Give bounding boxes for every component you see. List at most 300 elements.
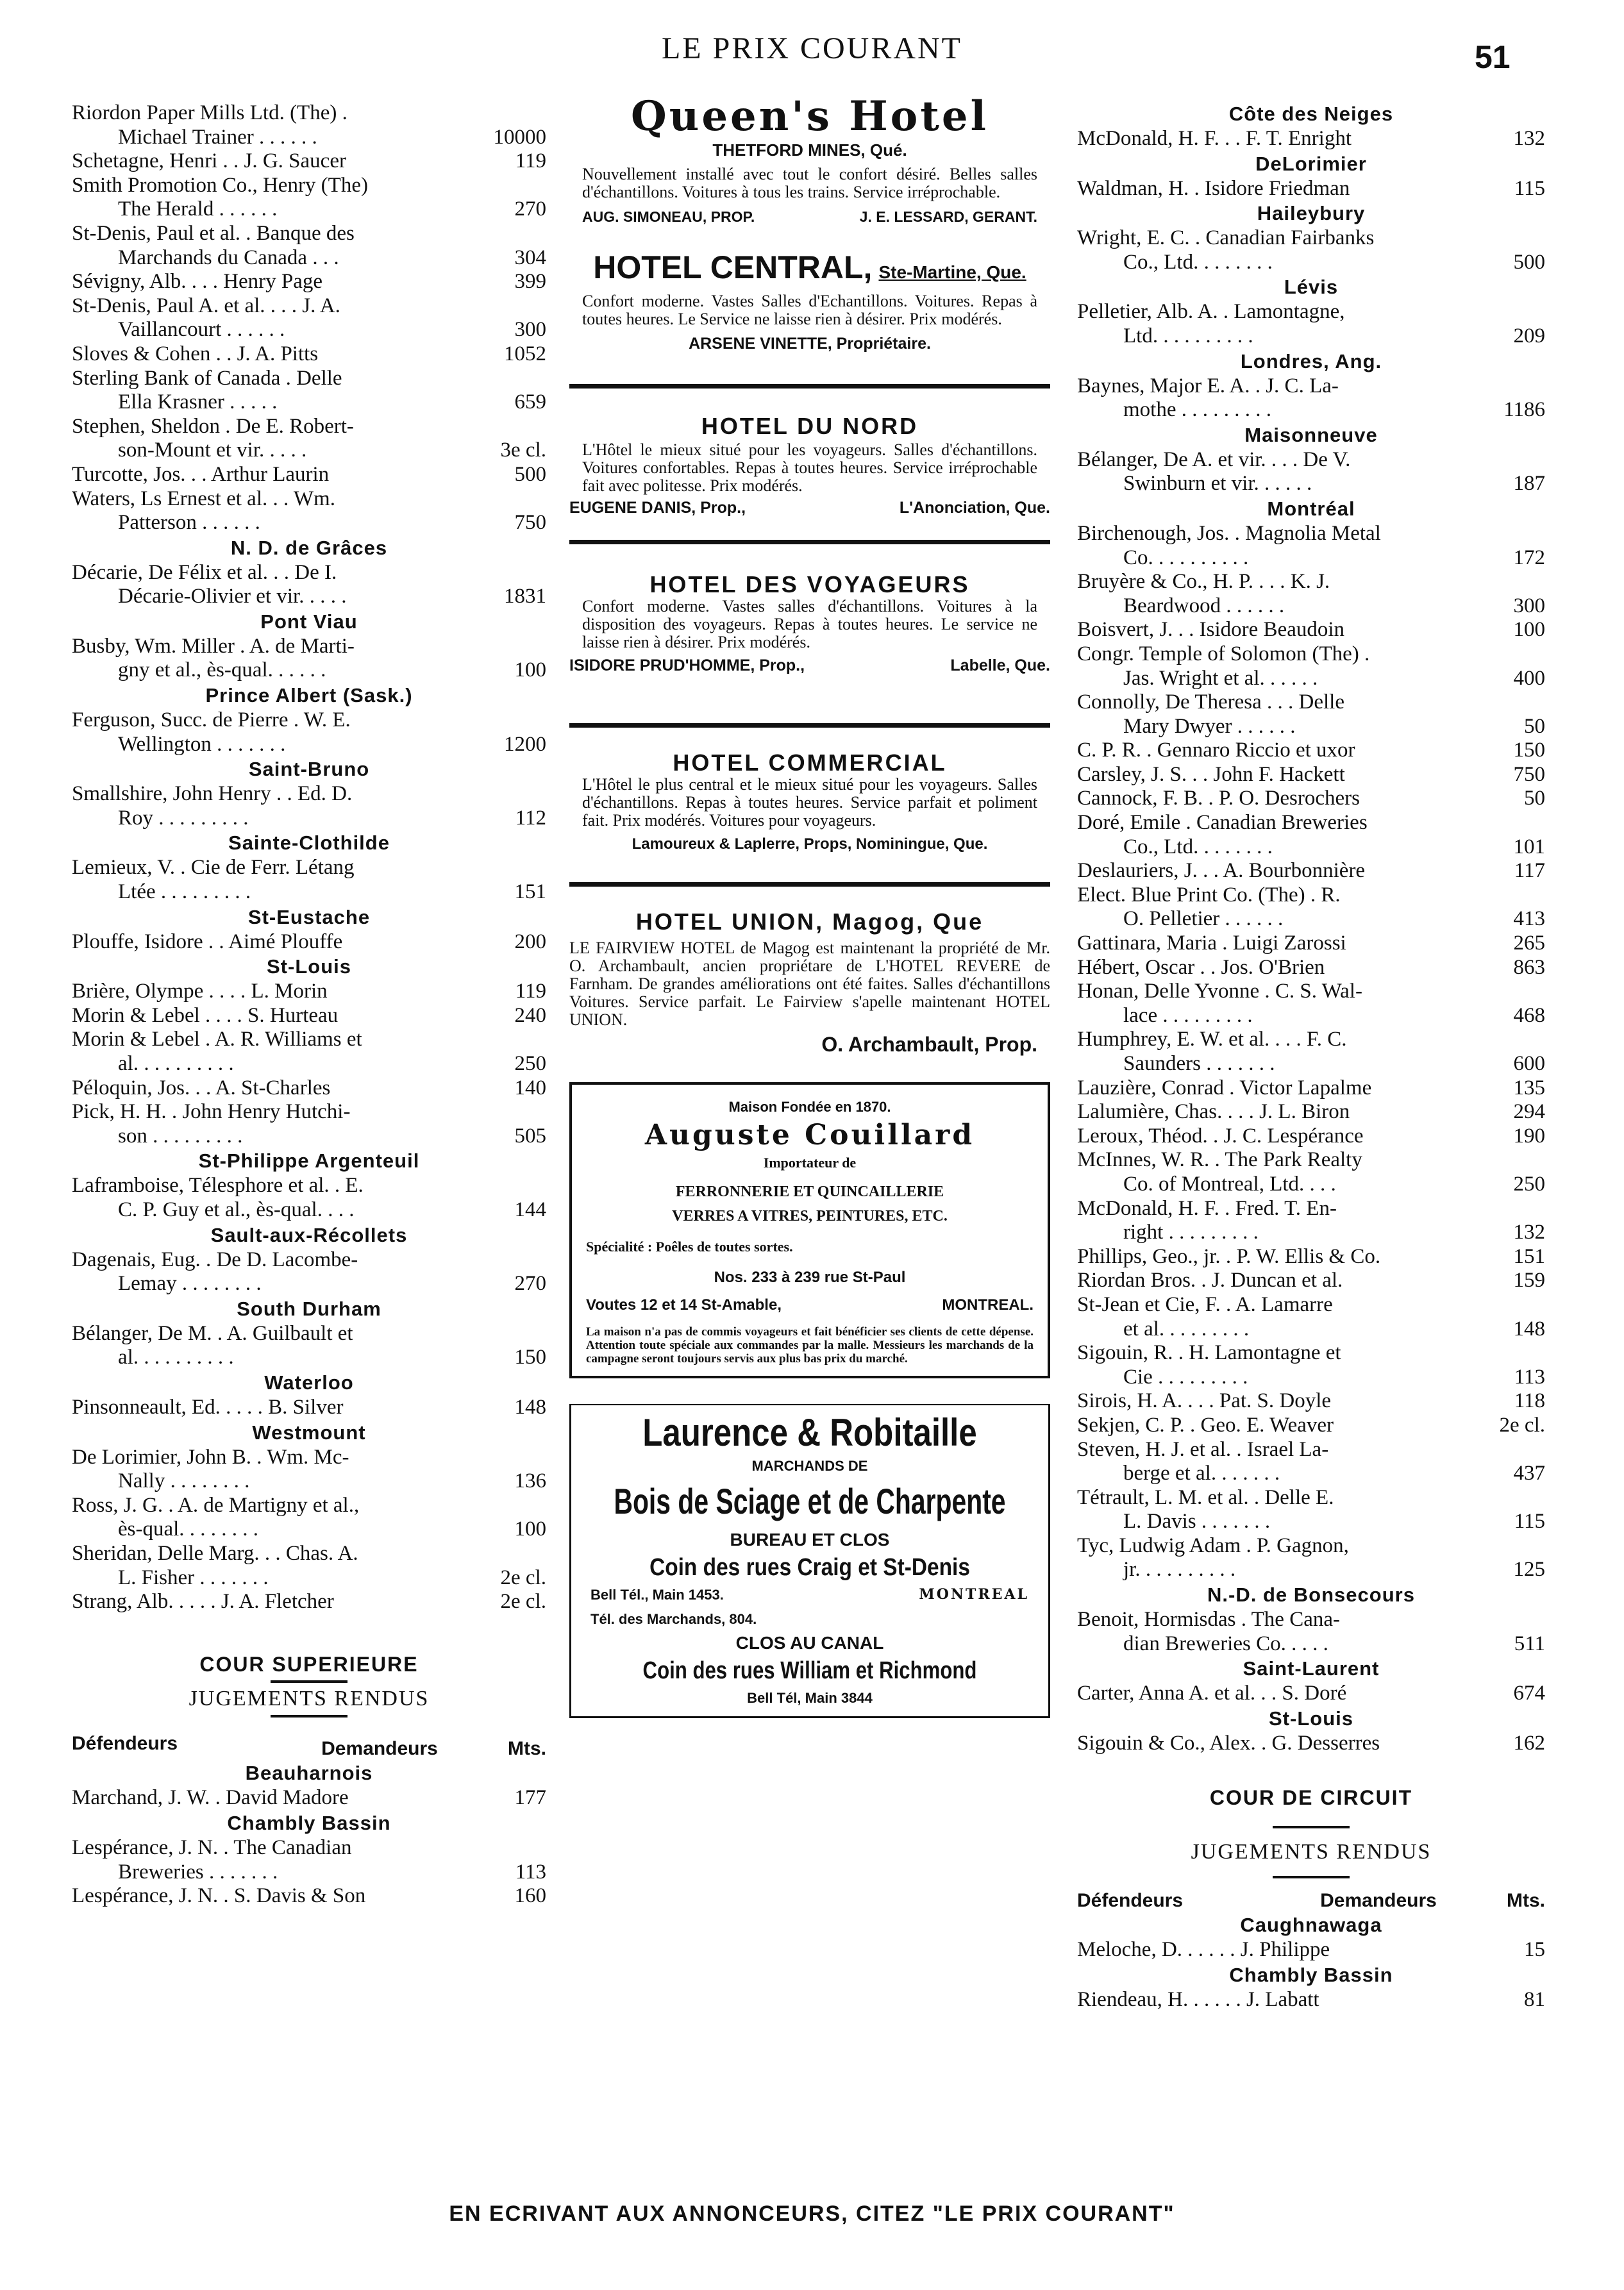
divider xyxy=(1273,1826,1350,1828)
entry-text: Hébert, Oscar . . Jos. O'Brien xyxy=(1077,955,1325,979)
judgment-entry xyxy=(72,1542,546,1590)
entry-line xyxy=(72,585,546,609)
entry-amount: 1831 xyxy=(504,585,546,608)
ad-text: LE FAIRVIEW HOTEL de Magog est maintenant la propriété de Mr. O. Archambault, ancien propriétare de L'HOTEL REVERE de Farnham. De grandes améliorations ont été faites. Salles d'échantillons Voitures. Service parfait. Le Fairview s'apelle maintenant HOTEL UNION. xyxy=(569,938,1050,1029)
divider xyxy=(569,384,1050,389)
entry-text: Tétrault, L. M. et al. . Delle E. xyxy=(1077,1485,1334,1509)
judgment-entry xyxy=(1077,1414,1545,1438)
judgment-entry xyxy=(1077,883,1545,932)
entry-amount: 100 xyxy=(1513,618,1545,642)
entry-line xyxy=(1077,1438,1545,1462)
entry-line xyxy=(72,561,546,585)
judgment-entry xyxy=(1077,1293,1545,1341)
entry-text: Connolly, De Theresa . . . Delle xyxy=(1077,690,1344,714)
ad-title: Laurence & Robitaille xyxy=(642,1410,977,1454)
entry-text: son . . . . . . . . . xyxy=(118,1124,243,1148)
entry-text: Mary Dwyer . . . . . . xyxy=(1123,714,1296,738)
entry-line xyxy=(1077,618,1545,642)
entry-text: Jas. Wright et al. . . . . . xyxy=(1123,666,1318,690)
entry-line xyxy=(1077,1534,1545,1559)
ad-founded: Maison Fondée en 1870. xyxy=(728,1099,891,1116)
entry-text: berge et al. . . . . . . xyxy=(1123,1462,1280,1485)
entry-line xyxy=(1077,811,1545,835)
entry-amount: 113 xyxy=(515,1860,546,1884)
entry-text: Sekjen, C. P. . Geo. E. Weaver xyxy=(1077,1413,1334,1437)
entry-text: Steven, H. J. et al. . Israel La- xyxy=(1077,1437,1329,1461)
place-group xyxy=(72,1370,546,1420)
judgment-entry xyxy=(1077,1389,1545,1414)
judgment-entry xyxy=(1077,1269,1545,1293)
entry-line xyxy=(72,1836,546,1860)
place-heading: Pont Viau xyxy=(260,610,358,633)
entry-amount: 300 xyxy=(514,318,546,342)
entry-text: Meloche, D. . . . . . J. Philippe xyxy=(1077,1938,1330,1962)
ad-title: HOTEL CENTRAL, xyxy=(593,249,873,286)
place-heading: St-Louis xyxy=(1269,1707,1353,1730)
entry-line xyxy=(1077,127,1545,151)
entry-text: Marchand, J. W. . David Madore xyxy=(72,1786,349,1810)
entry-amount: 160 xyxy=(514,1884,546,1908)
entry-line xyxy=(1077,1197,1545,1221)
judgment-entry xyxy=(72,463,546,487)
place-groups xyxy=(1077,101,1545,1755)
entry-line xyxy=(72,1396,546,1420)
entry-line xyxy=(72,342,546,367)
judgment-entry xyxy=(1077,374,1545,422)
place-heading: Côte des Neiges xyxy=(1228,103,1394,125)
ad-title: HOTEL DES VOYAGEURS xyxy=(649,571,970,598)
entry-line xyxy=(72,511,546,535)
place-group xyxy=(72,1810,546,1909)
entry-text: Riordon Paper Mills Ltd. (The) . xyxy=(72,101,347,124)
entry-line xyxy=(72,1198,546,1223)
entry-text: Lemay . . . . . . . . xyxy=(118,1272,262,1296)
place-group xyxy=(72,954,546,1148)
entry-amount: 132 xyxy=(1513,127,1545,150)
entry-text: Bélanger, De M. . A. Guilbault et xyxy=(72,1321,353,1345)
ad-text: Confort moderne. Vastes Salles d'Echantillons. Voitures. Repas à toutes heures. Le Service ne laisse rien à désirer. Prix modérés. xyxy=(582,291,1037,328)
entry-amount: 148 xyxy=(514,1395,546,1419)
judgment-entry xyxy=(1077,1732,1545,1756)
entry-line xyxy=(72,390,546,415)
entry-amount: 240 xyxy=(514,1003,546,1027)
ad-line: CLOS AU CANAL xyxy=(735,1633,884,1653)
judgment-entry xyxy=(72,367,546,415)
entry-text: Bélanger, De A. et vir. . . . De V. xyxy=(1077,447,1351,471)
ad-phone: Tél. des Marchands, 804. xyxy=(590,1610,757,1627)
judgment-entry xyxy=(72,708,546,756)
entry-line xyxy=(1077,522,1545,546)
entry-line xyxy=(1077,956,1545,980)
judgment-entry xyxy=(1077,1245,1545,1269)
judgment-entry xyxy=(1077,763,1545,787)
judgment-entry xyxy=(1077,956,1545,980)
judgment-entry xyxy=(1077,1028,1545,1076)
col-demandeurs: Demandeurs xyxy=(1320,1889,1437,1911)
entry-amount: 190 xyxy=(1513,1124,1545,1148)
divider xyxy=(271,1680,347,1683)
cour-superieure-section xyxy=(72,1653,546,1909)
place-heading: St-Louis xyxy=(267,955,351,978)
judgment-entry xyxy=(1077,618,1545,642)
ad-line: Bois de Sciage et de Charpente xyxy=(614,1481,1006,1522)
entry-text: et al. . . . . . . . . xyxy=(1123,1317,1250,1341)
place-group xyxy=(72,830,546,904)
entry-amount: 250 xyxy=(514,1052,546,1075)
place-groups xyxy=(1077,1912,1545,2012)
entry-line xyxy=(72,1100,546,1124)
entry-line xyxy=(1077,374,1545,399)
entry-text: C. P. Guy et al., ès-qual. . . . xyxy=(118,1198,355,1221)
entry-amount: 50 xyxy=(1524,787,1545,810)
entry-text: Birchenough, Jos. . Magnolia Metal xyxy=(1077,521,1381,545)
judgment-entry xyxy=(72,222,546,270)
judgment-entry xyxy=(1077,1438,1545,1486)
entry-amount: 270 xyxy=(514,197,546,221)
entry-amount: 200 xyxy=(514,930,546,953)
ad-proprietor: AUG. SIMONEAU, PROP. xyxy=(582,208,755,225)
judgment-entry xyxy=(72,561,546,609)
col-defendeurs: Défendeurs xyxy=(72,1732,178,1754)
entry-text: McDonald, H. F. . Fred. T. En- xyxy=(1077,1196,1337,1220)
entry-line xyxy=(1077,642,1545,667)
ad-proprietor: ISIDORE PRUD'HOMME, Prop., xyxy=(569,656,805,675)
ad-laurence-robitaille xyxy=(569,1404,1050,1719)
entry-amount: 2e cl. xyxy=(1499,1413,1545,1437)
entry-text: Lauzière, Conrad . Victor Lapalme xyxy=(1077,1076,1372,1099)
judgment-entry xyxy=(1077,1608,1545,1656)
entry-amount: 511 xyxy=(1514,1632,1545,1655)
entry-line xyxy=(1077,1414,1545,1438)
entry-text: Cannock, F. B. . P. O. Desrochers xyxy=(1077,787,1360,810)
entry-line xyxy=(72,126,546,150)
col-demandeurs: Demandeurs xyxy=(321,1737,438,1759)
entry-line xyxy=(72,197,546,222)
entry-amount: 15 xyxy=(1524,1938,1545,1962)
entry-amount: 81 xyxy=(1524,1987,1545,2011)
place-heading: N.-D. de Bonsecours xyxy=(1207,1584,1415,1607)
ad-couillard xyxy=(569,1082,1050,1378)
column-headers xyxy=(72,1732,546,1761)
entry-line xyxy=(72,1322,546,1346)
entry-line xyxy=(72,856,546,880)
entry-group xyxy=(72,101,546,535)
entry-line xyxy=(72,1566,546,1591)
entry-text: McInnes, W. R. . The Park Realty xyxy=(1077,1148,1362,1172)
entry-amount: 50 xyxy=(1524,714,1545,738)
entry-line xyxy=(72,1346,546,1370)
entry-amount: 209 xyxy=(1513,324,1545,347)
place-heading: Caughnawaga xyxy=(1240,1914,1382,1937)
ad-proprietor: ARSENE VINETTE, Propriétaire. xyxy=(689,334,931,353)
entry-text: L. Fisher . . . . . . . xyxy=(118,1566,269,1589)
place-group xyxy=(72,1148,546,1222)
judgment-entry xyxy=(1077,980,1545,1028)
place-group xyxy=(1077,422,1545,496)
entry-line xyxy=(1077,1004,1545,1028)
entry-line xyxy=(1077,932,1545,956)
judgment-entry xyxy=(1077,932,1545,956)
entry-text: Décarie-Olivier et vir. . . . . xyxy=(118,585,347,608)
entry-line xyxy=(72,1542,546,1566)
entry-line xyxy=(1077,1558,1545,1582)
entry-amount: 172 xyxy=(1513,546,1545,569)
section-subtitle: JUGEMENTS RENDUS xyxy=(188,1687,430,1711)
entry-line xyxy=(1077,1269,1545,1293)
entry-amount: 135 xyxy=(1513,1076,1545,1099)
entry-line xyxy=(72,635,546,659)
entry-amount: 437 xyxy=(1513,1462,1545,1485)
ad-queens-hotel xyxy=(569,92,1050,229)
entry-text: Sloves & Cohen . . J. A. Pitts xyxy=(72,342,319,365)
place-group xyxy=(1077,151,1545,201)
entry-amount: 140 xyxy=(514,1076,546,1099)
entry-line xyxy=(1077,1052,1545,1076)
entry-line xyxy=(72,294,546,319)
place-heading: Waterloo xyxy=(264,1371,354,1394)
place-group xyxy=(1077,349,1545,422)
entry-text: lace . . . . . . . . . xyxy=(1123,1003,1253,1027)
entry-line xyxy=(1077,787,1545,811)
entry-line xyxy=(72,1248,546,1273)
page-number: 51 xyxy=(1475,39,1511,75)
entry-text: gny et al., ès-qual. . . . . . xyxy=(118,658,326,682)
judgment-entry xyxy=(1077,787,1545,811)
entry-amount: 119 xyxy=(515,980,546,1003)
entry-line xyxy=(1077,1486,1545,1510)
judgment-entry xyxy=(1077,448,1545,496)
judgment-entry xyxy=(72,1494,546,1542)
entry-line xyxy=(1077,907,1545,932)
running-head: LE PRIX COURANT xyxy=(661,31,962,65)
divider xyxy=(271,1715,347,1718)
entry-text: Gattinara, Maria . Luigi Zarossi xyxy=(1077,932,1346,955)
entry-line xyxy=(1077,1076,1545,1101)
entry-line xyxy=(1077,570,1545,594)
entry-line xyxy=(72,1052,546,1076)
ad-line: VERRES A VITRES, PEINTURES, ETC. xyxy=(672,1207,948,1224)
entry-text: Carsley, J. S. . . John F. Hackett xyxy=(1077,762,1345,786)
entry-line xyxy=(1077,177,1545,201)
entry-line xyxy=(72,1860,546,1885)
entry-text: Lalumière, Chas. . . . J. L. Biron xyxy=(1077,1100,1350,1124)
place-group xyxy=(1077,496,1545,1582)
entry-line xyxy=(72,149,546,174)
divider xyxy=(1273,1876,1350,1878)
divider xyxy=(569,723,1050,728)
place-heading: Lévis xyxy=(1284,276,1339,299)
judgment-entry xyxy=(1077,127,1545,151)
entry-amount: 1200 xyxy=(504,732,546,756)
entry-text: Honan, Delle Yvonne . C. S. Wal- xyxy=(1077,980,1362,1003)
entry-amount: 600 xyxy=(1513,1052,1545,1075)
judgment-entry xyxy=(1077,1100,1545,1124)
place-group xyxy=(1077,101,1545,151)
ad-city: MONTREAL xyxy=(919,1586,1029,1603)
entry-amount: 294 xyxy=(1513,1100,1545,1124)
judgment-entry xyxy=(72,856,546,904)
entry-line xyxy=(1077,1148,1545,1173)
judgment-entry xyxy=(72,782,546,830)
entry-amount: 750 xyxy=(514,511,546,535)
entry-text: Sévigny, Alb. . . . Henry Page xyxy=(72,270,323,294)
entry-line xyxy=(72,174,546,198)
ad-address: Nos. 233 à 239 rue St-Paul xyxy=(714,1268,906,1286)
entry-line xyxy=(1077,835,1545,860)
ad-title: Queen's Hotel xyxy=(631,92,989,140)
entry-amount: 144 xyxy=(514,1198,546,1221)
entry-line xyxy=(1077,1245,1545,1269)
entry-text: Nally . . . . . . . . xyxy=(118,1469,250,1493)
entry-text: al. . . . . . . . . . xyxy=(118,1052,234,1075)
entry-text: Pelletier, Alb. A. . Lamontagne, xyxy=(1077,300,1345,324)
entry-line xyxy=(1077,546,1545,571)
entry-text: Co. of Montreal, Ltd. . . . xyxy=(1123,1172,1336,1196)
ad-text: L'Hôtel le mieux situé pour les voyageurs. Salles d'échantillons. Voitures confortables. Repas à toutes heures. Service irréprochable fait avec politesse. Prix modérés. xyxy=(582,440,1037,495)
right-column xyxy=(1077,101,1545,2012)
entry-line xyxy=(1077,1293,1545,1317)
entry-text: Wellington . . . . . . . xyxy=(118,732,286,756)
entry-text: Breweries . . . . . . . xyxy=(118,1860,278,1884)
judgment-entry xyxy=(72,635,546,683)
entry-text: The Herald . . . . . . xyxy=(118,197,278,221)
entry-line xyxy=(72,980,546,1004)
entry-amount: 177 xyxy=(514,1786,546,1810)
entry-text: Phillips, Geo., jr. . P. W. Ellis & Co. xyxy=(1077,1244,1381,1268)
judgment-entry xyxy=(72,294,546,342)
entry-text: jr. . . . . . . . . . xyxy=(1123,1558,1236,1582)
judgment-entry xyxy=(1077,522,1545,570)
place-group xyxy=(1077,1656,1545,1706)
entry-amount: 270 xyxy=(514,1272,546,1296)
entry-line xyxy=(1077,739,1545,763)
entry-line xyxy=(72,708,546,733)
entry-text: McDonald, H. F. . . F. T. Enright xyxy=(1077,127,1352,150)
ad-hotel-du-nord xyxy=(569,414,1050,520)
entry-text: son-Mount et vir. . . . . xyxy=(118,439,307,462)
entry-line xyxy=(72,733,546,757)
judgment-entry xyxy=(72,1446,546,1494)
ad-title: HOTEL UNION, Magog, Que xyxy=(635,908,984,935)
entry-text: Michael Trainer . . . . . . xyxy=(118,125,317,149)
place-heading: St-Eustache xyxy=(247,905,371,928)
entry-text: Ferguson, Succ. de Pierre . W. E. xyxy=(72,708,351,732)
entry-amount: 1052 xyxy=(504,342,546,365)
entry-text: Carter, Anna A. et al. . . S. Doré xyxy=(1077,1682,1347,1705)
place-group xyxy=(72,535,546,609)
entry-text: Riendeau, H. . . . . . J. Labatt xyxy=(1077,1987,1319,2011)
place-group xyxy=(72,756,546,830)
entry-text: Sigouin & Co., Alex. . G. Desserres xyxy=(1077,1731,1380,1755)
judgment-entry xyxy=(1077,1197,1545,1245)
entry-amount: 2e cl. xyxy=(500,1590,546,1614)
place-heading: St-Philippe Argenteuil xyxy=(198,1149,420,1173)
place-heading: Maisonneuve xyxy=(1244,423,1378,446)
judgment-entry xyxy=(72,487,546,535)
place-heading: Haileybury xyxy=(1257,202,1366,225)
judgment-entry xyxy=(72,174,546,222)
ad-place: Labelle, Que. xyxy=(950,656,1050,675)
entry-text: De Lorimier, John B. . Wm. Mc- xyxy=(72,1445,349,1469)
place-groups xyxy=(72,535,546,1614)
ad-title: HOTEL DU NORD xyxy=(701,413,919,440)
section-title: COUR DE CIRCUIT xyxy=(1209,1786,1413,1810)
entry-amount: 400 xyxy=(1513,666,1545,690)
entry-amount: 118 xyxy=(1514,1389,1545,1413)
place-heading: Saint-Bruno xyxy=(248,758,370,781)
ad-line: FERRONNERIE ET QUINCAILLERIE xyxy=(675,1183,944,1200)
place-group xyxy=(72,1760,546,1810)
entry-text: Sheridan, Delle Marg. . . Chas. A. xyxy=(72,1541,358,1565)
entry-text: dian Breweries Co. . . . . xyxy=(1123,1632,1328,1655)
entry-text: Leroux, Théod. . J. C. Lespérance xyxy=(1077,1124,1364,1148)
ad-manager: J. E. LESSARD, GERANT. xyxy=(859,208,1037,225)
entry-amount: 132 xyxy=(1513,1221,1545,1244)
entry-text: Sirois, H. A. . . . Pat. S. Doyle xyxy=(1077,1389,1332,1413)
entry-line xyxy=(72,930,546,955)
entry-amount: 115 xyxy=(1514,1510,1545,1534)
entry-line xyxy=(72,880,546,905)
place-heading: Prince Albert (Sask.) xyxy=(205,684,413,707)
place-group xyxy=(1077,1962,1545,2012)
judgment-entry xyxy=(1077,811,1545,859)
entry-line xyxy=(72,1272,546,1296)
entry-text: Baynes, Major E. A. . J. C. La- xyxy=(1077,374,1339,397)
entry-text: Strang, Alb. . . . . J. A. Fletcher xyxy=(72,1590,334,1614)
judgment-entry xyxy=(1077,859,1545,883)
judgment-entry xyxy=(1077,1682,1545,1706)
entry-text: St-Jean et Cie, F. . A. Lamarre xyxy=(1077,1292,1333,1316)
judgment-entry xyxy=(72,1786,546,1810)
place-group xyxy=(1077,1912,1545,1962)
entry-text: Plouffe, Isidore . . Aimé Plouffe xyxy=(72,930,343,953)
entry-line xyxy=(1077,1462,1545,1486)
entry-text: Benoit, Hormisdas . The Cana- xyxy=(1077,1608,1340,1632)
entry-line xyxy=(72,270,546,294)
entry-amount: 151 xyxy=(1513,1244,1545,1268)
entry-text: Saunders . . . . . . . xyxy=(1123,1052,1275,1075)
ad-hotel-des-voyageurs xyxy=(569,572,1050,678)
entry-line xyxy=(1077,1732,1545,1756)
col-montants: Mts. xyxy=(1507,1889,1545,1911)
entry-amount: 136 xyxy=(514,1469,546,1493)
place-group xyxy=(1077,274,1545,348)
entry-line xyxy=(72,463,546,487)
entry-amount: 151 xyxy=(514,880,546,904)
place-group xyxy=(1077,201,1545,274)
entry-amount: 150 xyxy=(514,1346,546,1369)
judgment-entry xyxy=(72,1100,546,1148)
entry-text: Wright, E. C. . Canadian Fairbanks xyxy=(1077,226,1375,250)
entry-line xyxy=(1077,1682,1545,1706)
entry-line xyxy=(72,222,546,246)
judgment-entry xyxy=(1077,1938,1545,1962)
entry-text: Roy . . . . . . . . . xyxy=(118,806,249,830)
ad-place: L'Anonciation, Que. xyxy=(899,498,1050,517)
entry-text: Ross, J. G. . A. de Martigny et al., xyxy=(72,1493,360,1517)
entry-amount: 659 xyxy=(514,390,546,414)
entry-text: Pick, H. H. . John Henry Hutchi- xyxy=(72,1100,351,1124)
place-group xyxy=(72,609,546,683)
judgment-entry xyxy=(1077,1534,1545,1582)
entry-amount: 300 xyxy=(1513,594,1545,617)
divider xyxy=(569,882,1050,887)
place-heading: Beauharnois xyxy=(245,1762,373,1785)
entry-line xyxy=(1077,1938,1545,1962)
place-heading: DeLorimier xyxy=(1255,152,1367,175)
entry-text: C. P. R. . Gennaro Riccio et uxor xyxy=(1077,739,1355,762)
entry-text: Sterling Bank of Canada . Delle xyxy=(72,366,342,390)
